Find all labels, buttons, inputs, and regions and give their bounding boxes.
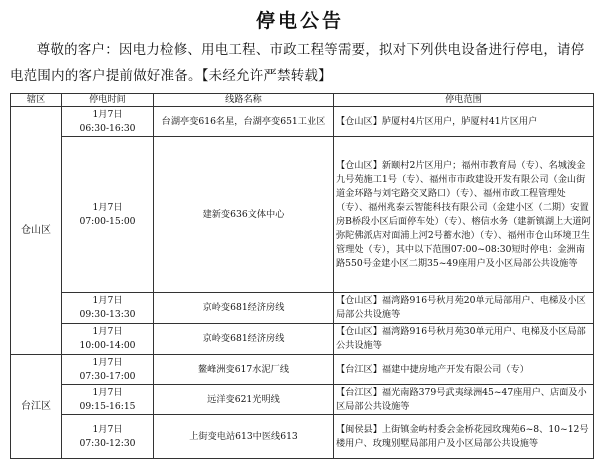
range-cell: 【仓山区】新颐村2片区用户；福州市教育局（专）、名城浚金九号苑施工1号（专）、福州市市政建设开发有限公司（金山街道金环路与刘宅路交叉路口）（专）、福州市政工程管理处（专）、福州兆泰云智能科技有限公司（金建小区（二期）安置房B桥段小区后面停车处）（专）、榕信水务（建新镇湖上大道阿弥陀佛派店对面浦上河2号蓄水池）（专）、福州市仓山环境卫生管理处（专），其中以下范围07:00~08:30短时停电：金洲南路550号金建小区二期35~49座用户及小区局部公共设施等 (334, 137, 594, 293)
date-text: 1月7日 (92, 423, 123, 435)
table-row (11, 107, 594, 137)
date-text: 1月7日 (92, 295, 123, 306)
range-cell: 【仓山区】福湾路916号秋月苑30单元用户、电梯及小区局部公共设施等 (334, 324, 594, 355)
header-district: 辖区 (11, 94, 62, 107)
header-range: 停电范围 (334, 94, 594, 107)
time-cell (62, 355, 154, 385)
header-line: 线路名称 (154, 94, 334, 107)
table-row (11, 293, 594, 324)
range-cell: 【仓山区】福湾路916号秋月苑20单元局部用户、电梯及小区局部公共设施等 (334, 293, 594, 324)
time-cell (62, 137, 154, 293)
date-text: 1月7日 (92, 108, 123, 120)
time-cell (62, 293, 154, 324)
period-text: 07:30-12:30 (79, 437, 136, 449)
range-cell: 【台江区】福光南路379号武夷绿洲45~47座用户、店面及小区局部公共设施等 (334, 385, 594, 415)
time-cell (62, 415, 154, 459)
period-text: 06:30-16:30 (79, 122, 136, 134)
page-title: 停电公告 (255, 10, 344, 32)
intro-paragraph: 尊敬的客户：因电力检修、用电工程、市政工程等需要，拟对下列供电设备进行停电，请停电范围内的客户提前做好准备。【未经允许严禁转载】 (10, 43, 585, 84)
range-cell: 【仓山区】胪厦村4片区用户，胪厦村41片区用户 (334, 107, 594, 137)
period-text: 09:30-13:30 (79, 309, 136, 320)
table-row (11, 324, 594, 355)
district-cell: 仓山区 (11, 107, 62, 355)
line-cell: 京岭变681经济房线 (154, 293, 334, 324)
range-cell: 【闽侯县】上街镇金屿村委会金桥花园玫瑰苑6~8、10~12号楼用户、玫瑰别墅局部用户及小区局部公共设施等 (334, 415, 594, 459)
line-cell: 台湖亭变616名星，台湖亭变651工业区 (154, 107, 334, 137)
district-cell: 台江区 (11, 355, 62, 459)
period-text: 07:30-17:00 (79, 370, 136, 382)
range-cell: 【台江区】福建中捷房地产开发有限公司（专） (334, 355, 594, 385)
period-text: 10:00-14:00 (79, 340, 136, 351)
time-cell (62, 324, 154, 355)
date-text: 1月7日 (92, 201, 123, 213)
line-cell: 建新变636文体中心 (154, 137, 334, 293)
date-text: 1月7日 (92, 356, 123, 368)
header-time: 停电时间 (62, 94, 154, 107)
line-cell: 京岭变681经济房线 (154, 324, 334, 355)
table-row (11, 385, 594, 415)
line-cell: 鳌峰洲变617水泥厂线 (154, 355, 334, 385)
date-text: 1月7日 (92, 386, 123, 398)
line-cell: 远洋变621光明线 (154, 385, 334, 415)
table-row (11, 355, 594, 385)
period-text: 09:15-16:15 (79, 400, 136, 412)
time-cell (62, 107, 154, 137)
table-row (11, 137, 594, 293)
time-cell (62, 385, 154, 415)
table-row (11, 415, 594, 459)
table-header-row (11, 94, 594, 107)
period-text: 07:00-15:00 (79, 215, 136, 227)
date-text: 1月7日 (92, 326, 123, 337)
line-cell: 上街变电站613中医线613 (154, 415, 334, 459)
outage-table (10, 93, 594, 459)
